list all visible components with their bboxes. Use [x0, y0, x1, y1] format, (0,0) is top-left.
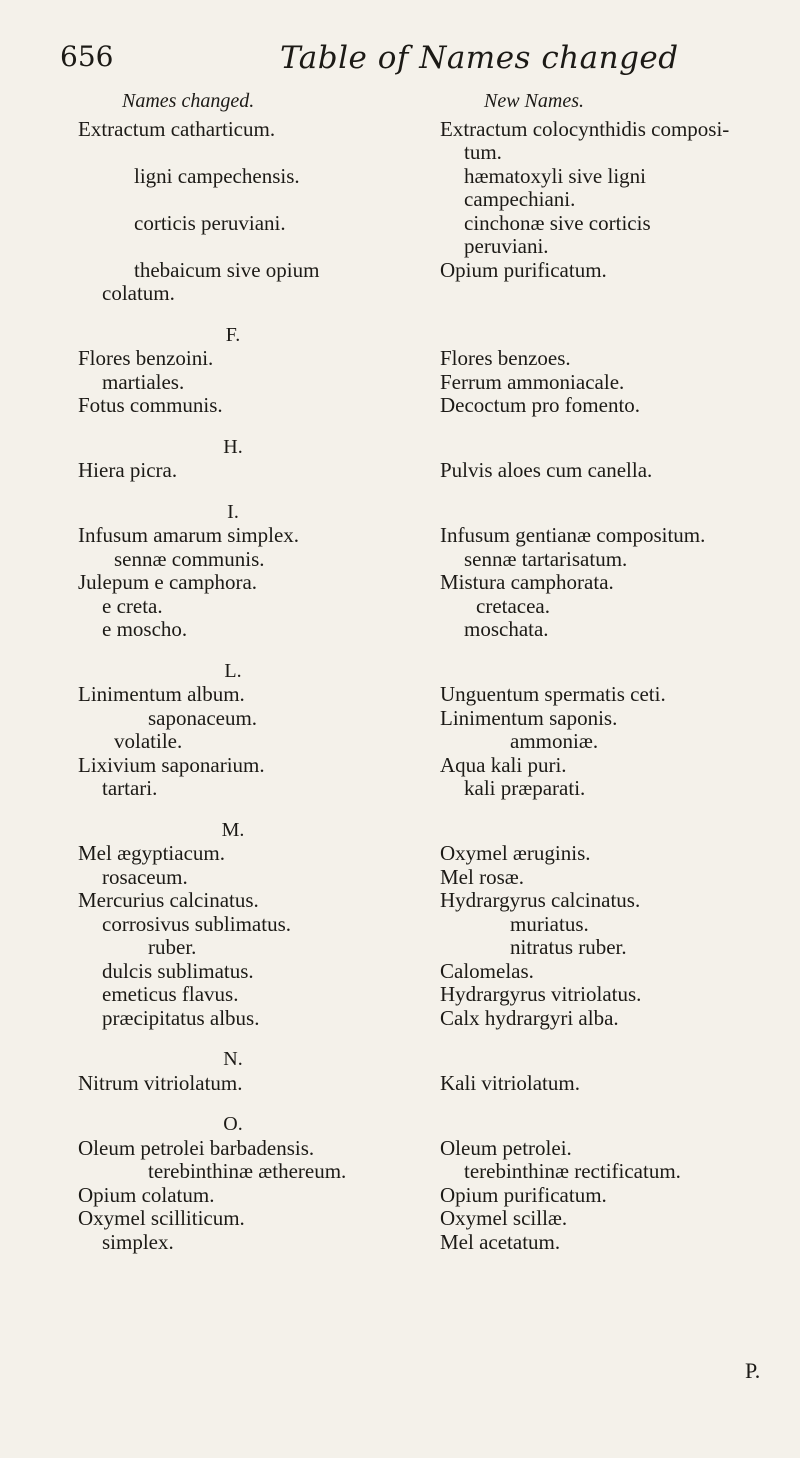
new-name-entry: Infusum gentianæ compositum. — [440, 523, 706, 547]
old-name-entry: ligni campechensis. — [134, 163, 300, 188]
old-name-entry: ruber. — [148, 935, 197, 959]
old-name-entry: Linimentum album. — [78, 682, 245, 706]
new-name-entry: moschata. — [464, 617, 549, 641]
new-name-entry: Linimentum saponis. — [440, 705, 618, 730]
new-name-entry: Decoctum pro fomento. — [440, 393, 641, 417]
new-name-entry: Extractum colocynthidis composi- — [440, 116, 730, 141]
new-name-entry: tum. — [464, 140, 502, 164]
new-name-entry: Opium purificatum. — [440, 257, 607, 282]
section-letter: L. — [224, 659, 242, 682]
old-names-heading: Names changed. — [122, 90, 255, 112]
old-name-entry: dulcis sublimatus. — [102, 958, 254, 983]
new-name-entry: Aqua kali puri. — [440, 752, 567, 777]
old-name-entry: corrosivus sublimatus. — [102, 911, 291, 936]
new-name-entry: Mel rosæ. — [440, 864, 524, 889]
new-name-entry: Mel acetatum. — [440, 1229, 561, 1254]
new-name-entry: Hydrargyrus calcinatus. — [440, 888, 641, 912]
catchword: P. — [745, 1358, 761, 1383]
new-name-entry: kali præparati. — [464, 776, 586, 800]
old-name-entry: Oxymel scilliticum. — [78, 1206, 245, 1230]
right-section — [440, 501, 790, 642]
new-name-entry: Unguentum spermatis ceti. — [440, 682, 666, 706]
old-name-entry: Infusum amarum simplex. — [78, 523, 300, 547]
new-name-entry: Ferrum ammoniacale. — [440, 369, 625, 394]
old-name-entry — [78, 188, 388, 212]
left-section — [78, 436, 388, 483]
new-name-entry — [440, 282, 790, 306]
new-name-entry: terebinthinæ rectificatum. — [464, 1159, 681, 1183]
new-name-entry: Oxymel æruginis. — [440, 841, 591, 865]
new-name-entry: cretacea. — [476, 593, 551, 618]
old-name-entry: tartari. — [102, 776, 158, 800]
new-name-entry: Kali vitriolatum. — [440, 1070, 580, 1095]
running-header — [60, 40, 770, 90]
right-section — [440, 324, 790, 418]
new-name-entry: Mistura camphorata. — [440, 570, 614, 594]
section-spacer — [440, 1113, 790, 1137]
new-name-entry: peruviani. — [464, 234, 549, 258]
old-name-entry: Nitrum vitriolatum. — [78, 1070, 243, 1095]
old-name-entry: Fotus communis. — [78, 393, 223, 417]
running-title: Table of Names changed — [280, 40, 679, 76]
section-spacer — [440, 1048, 790, 1072]
section-spacer — [440, 501, 790, 525]
section-spacer — [440, 324, 790, 348]
right-section — [440, 118, 790, 306]
left-section — [78, 1113, 388, 1254]
old-name-entry: e moscho. — [102, 617, 188, 641]
old-name-entry: Extractum catharticum. — [78, 116, 276, 141]
new-name-entry: cinchonæ sive corticis — [464, 210, 651, 235]
old-name-entry: volatile. — [114, 729, 183, 753]
left-section — [78, 501, 388, 642]
new-name-entry: muriatus. — [510, 911, 589, 936]
new-names-heading: New Names. — [484, 90, 584, 112]
old-name-entry: sennæ communis. — [114, 546, 265, 571]
right-section — [440, 660, 790, 801]
section-letter: O. — [223, 1113, 243, 1135]
left-section — [78, 118, 388, 306]
old-name-entry: corticis peruviani. — [134, 210, 286, 235]
new-name-entry: Pulvis aloes cum canella. — [440, 458, 653, 482]
left-section — [78, 1048, 388, 1095]
section-spacer — [440, 436, 790, 460]
right-section — [440, 819, 790, 1031]
new-name-entry: hæmatoxyli sive ligni — [464, 163, 646, 188]
new-name-entry: Oxymel scillæ. — [440, 1206, 568, 1230]
new-name-entry: Oleum petrolei. — [440, 1135, 572, 1160]
old-name-entry: saponaceum. — [148, 705, 258, 730]
old-name-entry: e creta. — [102, 593, 163, 618]
old-name-entry — [78, 141, 388, 165]
old-name-entry: Oleum petrolei barbadensis. — [78, 1135, 315, 1160]
new-name-entry: Hydrargyrus vitriolatus. — [440, 982, 642, 1006]
new-names-column — [440, 90, 790, 1254]
new-name-entry: sennæ tartarisatum. — [464, 546, 628, 571]
old-name-entry: præcipitatus albus. — [102, 1005, 260, 1030]
old-name-entry: Hiera picra. — [78, 458, 178, 482]
left-section — [78, 324, 388, 418]
old-name-entry: Mel ægyptiacum. — [78, 841, 225, 865]
section-letter: F. — [225, 323, 241, 346]
page-number: 656 — [60, 40, 114, 73]
new-name-entry: ammoniæ. — [510, 729, 599, 753]
old-name-entry: Julepum e camphora. — [78, 570, 258, 594]
old-name-entry: simplex. — [102, 1229, 174, 1254]
right-section — [440, 1113, 790, 1254]
right-section — [440, 1048, 790, 1095]
section-letter: N. — [223, 1048, 243, 1070]
old-name-entry: martiales. — [102, 369, 185, 394]
new-name-entry: nitratus ruber. — [510, 935, 627, 959]
old-name-entry: Mercurius calcinatus. — [78, 888, 259, 912]
new-name-entry: Opium purificatum. — [440, 1182, 607, 1207]
old-name-entry: emeticus flavus. — [102, 982, 239, 1006]
section-letter: H. — [223, 435, 243, 458]
old-name-entry: Flores benzoini. — [78, 346, 214, 370]
section-letter: I. — [227, 500, 239, 523]
old-name-entry — [78, 235, 388, 259]
new-name-entry: Calomelas. — [440, 958, 534, 983]
old-name-entry: rosaceum. — [102, 864, 188, 889]
old-name-entry: terebinthinæ æthereum. — [148, 1159, 347, 1183]
left-section — [78, 660, 388, 801]
right-section — [440, 436, 790, 483]
new-name-entry: campechiani. — [464, 187, 576, 211]
left-section — [78, 819, 388, 1031]
section-letter: M. — [221, 818, 245, 841]
old-name-entry: Opium colatum. — [78, 1182, 215, 1207]
old-name-entry: thebaicum sive opium — [134, 257, 320, 282]
new-name-entry: Flores benzoes. — [440, 346, 571, 370]
new-name-entry: Calx hydrargyri alba. — [440, 1005, 619, 1030]
section-spacer — [440, 819, 790, 843]
section-spacer — [440, 660, 790, 684]
old-names-column — [78, 90, 388, 1254]
old-name-entry: colatum. — [102, 281, 175, 305]
old-name-entry: Lixivium saponarium. — [78, 752, 265, 777]
